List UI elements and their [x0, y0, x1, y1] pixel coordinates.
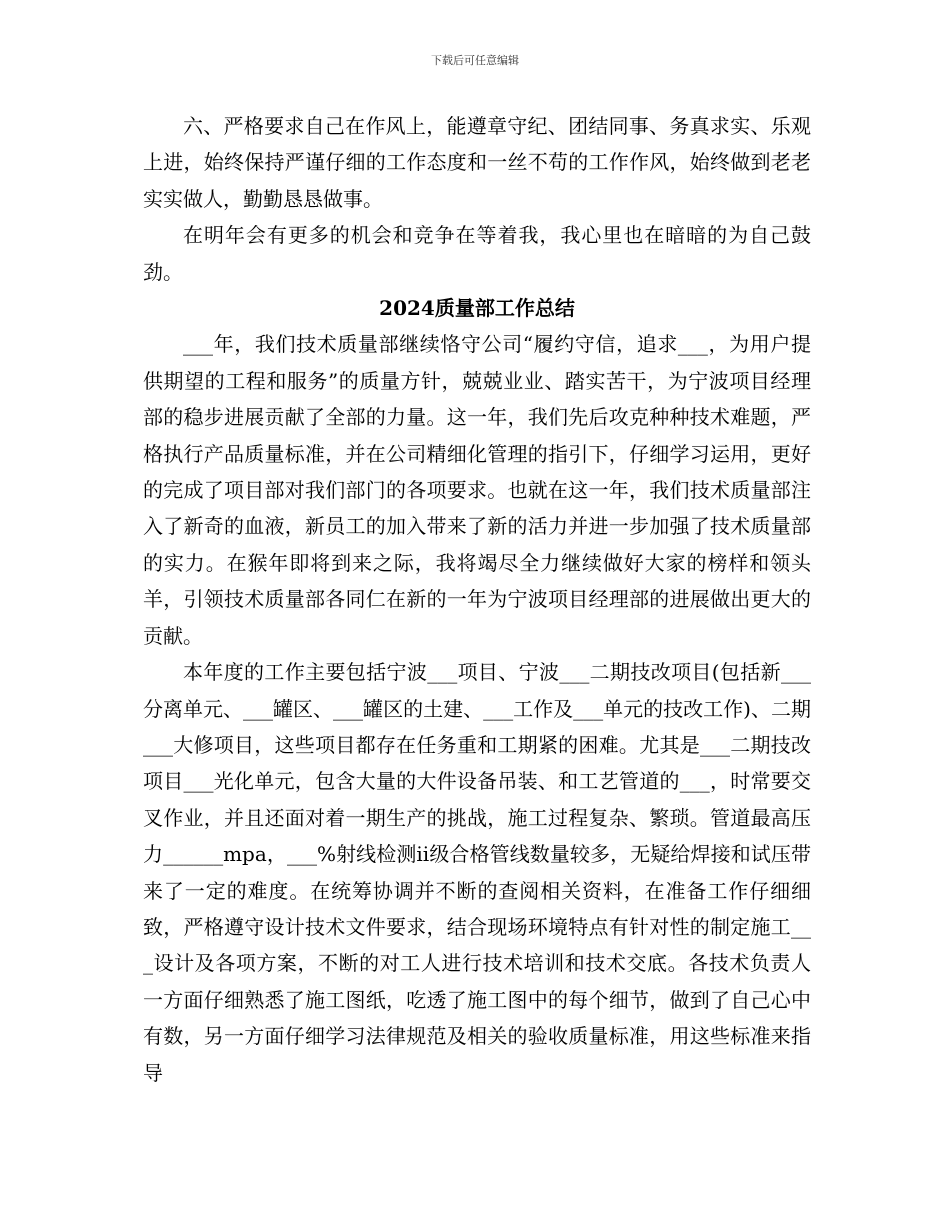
document-title: 2024质量部工作总结 — [379, 296, 575, 321]
paragraph-work-style: 六、严格要求自己在作风上，能遵章守纪、团结同事、务真求实、乐观上进，始终保持严谨仔细的工作态度和一丝不苟的工作作风，始终做到老老实实做人，勤勤恳恳做事。 — [143, 114, 811, 211]
paragraph-work-content: 本年度的工作主要包括宁波___项目、宁波___二期技改项目(包括新___分离单元、___罐区、___罐区的土建、___工作及___单元的技改工作)、二期___大修项目，这些项目都存在任务重和工期紧的困难。尤其是___二期技改项目___光化单元，包含大量的大件设备吊装、和工艺管道的___，时常要交叉作业，并且还面对着一期生产的挑战，施工过程复杂、繁琐。管道最高压力______mpa，___%射线检测ⅱ级合格管线数量较多，无疑给焊接和试压带来了一定的难度。在统筹协调并不断的查阅相关资料，在准备工作仔细细致，严格遵守设计技术文件要求，结合现场环境特点有针对性的制定施工___设计及各项方案，不断的对工人进行技术培训和技术交底。各技术负责人一方面仔细熟悉了施工图纸，吃透了施工图中的每个细节，做到了自己心中有数，另一方面仔细学习法律规范及相关的验收质量标准，用这些标准来指导 — [143, 660, 811, 1085]
page-header-note: 下载后可任意编辑 — [431, 54, 519, 67]
paragraph-annual-review: ___年，我们技术质量部继续恪守公司“履约守信，追求___，为用户提供期望的工程和服务”的质量方针，兢兢业业、踏实苦干，为宁波项目经理部的稳步进展贡献了全部的力量。这一年，我们先后攻克种种技术难题，严格执行产品质量标准，并在公司精细化管理的指引下，仔细学习运用，更好的完成了项目部对我们部门的各项要求。也就在这一年，我们技术质量部注入了新奇的血液，新员工的加入带来了新的活力并进一步加强了技术质量部的实力。在猴年即将到来之际，我将竭尽全力继续做好大家的榜样和领头羊，引领技术质量部各同仁在新的一年为宁波项目经理部的进展做出更大的贡献。 — [143, 332, 811, 648]
paragraph-next-year: 在明年会有更多的机会和竞争在等着我，我心里也在暗暗的为自己鼓劲。 — [143, 223, 811, 284]
document-body — [143, 108, 811, 1091]
